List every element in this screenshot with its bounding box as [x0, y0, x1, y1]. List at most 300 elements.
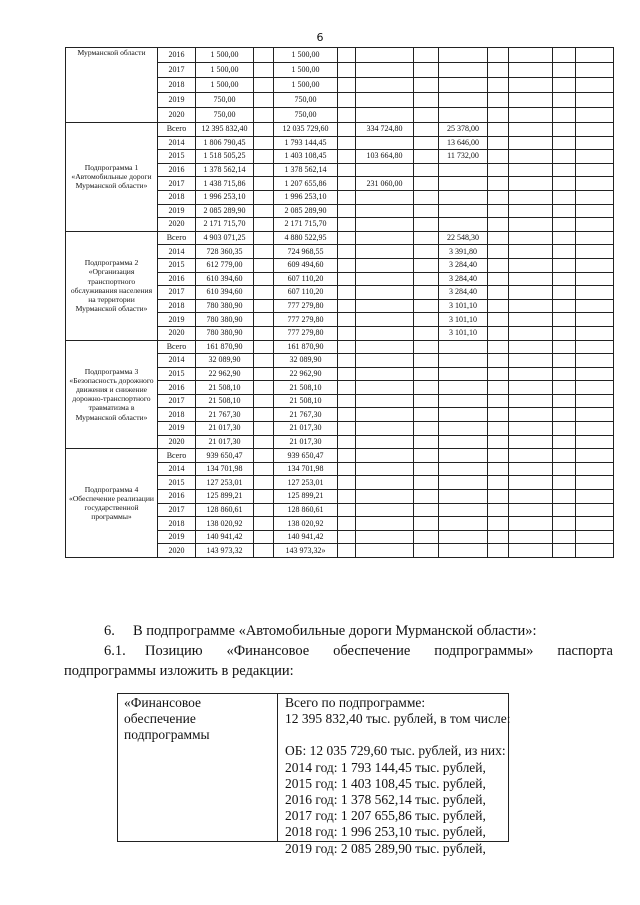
empty-cell — [488, 190, 509, 204]
federal-budget-cell — [356, 544, 414, 558]
empty-cell — [576, 449, 614, 463]
other-cell — [439, 340, 488, 354]
empty-cell — [553, 313, 576, 327]
total-cell: 1 518 505,25 — [196, 150, 254, 164]
regional-budget-cell: 22 962,90 — [274, 367, 338, 381]
other-cell — [439, 381, 488, 395]
empty-cell — [338, 231, 356, 245]
empty-cell — [338, 286, 356, 300]
empty-cell — [414, 78, 439, 93]
empty-cell — [254, 286, 274, 300]
word: паспорта — [557, 643, 613, 659]
empty-cell — [553, 340, 576, 354]
year-cell: Всего — [158, 123, 196, 137]
empty-cell — [488, 490, 509, 504]
empty-cell — [509, 408, 553, 422]
regional-budget-cell: 1 378 562,14 — [274, 163, 338, 177]
federal-budget-cell — [356, 408, 414, 422]
word: Позицию — [145, 643, 203, 659]
federal-budget-cell — [356, 462, 414, 476]
empty-cell — [338, 530, 356, 544]
empty-cell — [553, 48, 576, 63]
program-name: Мурманской области — [66, 48, 158, 123]
funding-line: 2015 год: 1 403 108,45 тыс. рублей, — [285, 775, 486, 791]
empty-cell — [488, 313, 509, 327]
empty-cell — [488, 394, 509, 408]
empty-cell — [576, 245, 614, 259]
funding-line: 2014 год: 1 793 144,45 тыс. рублей, — [285, 759, 486, 775]
empty-cell — [254, 190, 274, 204]
regional-budget-cell: 2 085 289,90 — [274, 204, 338, 218]
program-name: Подпрограмма 4 «Обеспечение реализации государственной программы» — [66, 449, 158, 558]
total-cell: 21 508,10 — [196, 381, 254, 395]
other-cell: 3 284,40 — [439, 272, 488, 286]
year-cell: 2017 — [158, 63, 196, 78]
empty-cell — [576, 177, 614, 191]
year-cell: 2016 — [158, 272, 196, 286]
regional-budget-cell: 724 968,55 — [274, 245, 338, 259]
empty-cell — [553, 258, 576, 272]
empty-cell — [488, 108, 509, 123]
program-name: Подпрограмма 3 «Безопасность дорожного движения и снижение дорожно-транспортного травматизма в Мурманской области» — [66, 340, 158, 449]
empty-cell — [576, 313, 614, 327]
empty-cell — [509, 394, 553, 408]
empty-cell — [488, 163, 509, 177]
empty-cell — [254, 326, 274, 340]
other-cell — [439, 476, 488, 490]
regional-budget-cell: 1 207 655,86 — [274, 177, 338, 191]
empty-cell — [488, 422, 509, 436]
empty-cell — [553, 503, 576, 517]
regional-budget-cell: 125 899,21 — [274, 490, 338, 504]
other-cell — [439, 394, 488, 408]
empty-cell — [254, 218, 274, 232]
empty-cell — [509, 422, 553, 436]
empty-cell — [254, 78, 274, 93]
empty-cell — [553, 462, 576, 476]
empty-cell — [414, 340, 439, 354]
other-cell: 3 284,40 — [439, 258, 488, 272]
position-label: «Финансовое обеспечение подпрограммы — [118, 694, 278, 841]
empty-cell — [509, 204, 553, 218]
year-cell: 2017 — [158, 177, 196, 191]
empty-cell — [553, 449, 576, 463]
empty-cell — [509, 272, 553, 286]
regional-budget-cell: 1 793 144,45 — [274, 136, 338, 150]
total-cell: 728 360,35 — [196, 245, 254, 259]
year-cell: Всего — [158, 449, 196, 463]
other-cell: 11 732,00 — [439, 150, 488, 164]
other-cell — [439, 48, 488, 63]
federal-budget-cell: 103 664,80 — [356, 150, 414, 164]
empty-cell — [553, 93, 576, 108]
item-6-1-continuation: подпрограммы изложить в редакции: — [64, 663, 294, 679]
empty-cell — [576, 93, 614, 108]
empty-cell — [254, 123, 274, 137]
total-cell: 128 860,61 — [196, 503, 254, 517]
empty-cell — [488, 517, 509, 531]
year-cell: 2017 — [158, 286, 196, 300]
empty-cell — [254, 435, 274, 449]
regional-budget-cell: 32 089,90 — [274, 354, 338, 368]
empty-cell — [509, 381, 553, 395]
empty-cell — [338, 394, 356, 408]
empty-cell — [553, 544, 576, 558]
empty-cell — [488, 78, 509, 93]
empty-cell — [414, 218, 439, 232]
empty-cell — [414, 544, 439, 558]
empty-cell — [414, 245, 439, 259]
empty-cell — [254, 48, 274, 63]
table-row — [66, 123, 614, 137]
empty-cell — [576, 490, 614, 504]
year-cell: 2017 — [158, 503, 196, 517]
empty-cell — [254, 476, 274, 490]
empty-cell — [509, 503, 553, 517]
total-cell: 750,00 — [196, 108, 254, 123]
empty-cell — [338, 123, 356, 137]
year-cell: 2016 — [158, 381, 196, 395]
empty-cell — [553, 78, 576, 93]
empty-cell — [338, 245, 356, 259]
total-cell: 610 394,60 — [196, 286, 254, 300]
funding-line: 2016 год: 1 378 562,14 тыс. рублей, — [285, 791, 486, 807]
empty-cell — [576, 218, 614, 232]
empty-cell — [254, 136, 274, 150]
empty-cell — [509, 150, 553, 164]
empty-cell — [509, 63, 553, 78]
empty-cell — [553, 286, 576, 300]
empty-cell — [509, 530, 553, 544]
table-row — [66, 340, 614, 354]
empty-cell — [576, 48, 614, 63]
empty-cell — [414, 354, 439, 368]
regional-budget-cell: 609 494,60 — [274, 258, 338, 272]
federal-budget-cell — [356, 231, 414, 245]
funding-table — [65, 47, 614, 558]
federal-budget-cell — [356, 286, 414, 300]
item-6-1-line — [145, 643, 613, 660]
empty-cell — [488, 408, 509, 422]
year-cell: 2019 — [158, 204, 196, 218]
empty-cell — [553, 476, 576, 490]
regional-budget-cell: 1 403 108,45 — [274, 150, 338, 164]
federal-budget-cell — [356, 530, 414, 544]
empty-cell — [338, 313, 356, 327]
other-cell: 22 548,30 — [439, 231, 488, 245]
empty-cell — [338, 48, 356, 63]
empty-cell — [509, 258, 553, 272]
page-number: 6 — [316, 31, 324, 44]
empty-cell — [509, 476, 553, 490]
empty-cell — [488, 204, 509, 218]
empty-cell — [254, 150, 274, 164]
year-cell: 2020 — [158, 218, 196, 232]
regional-budget-cell: 12 035 729,60 — [274, 123, 338, 137]
federal-budget-cell — [356, 394, 414, 408]
funding-line: Всего по подпрограмме: — [285, 695, 426, 710]
empty-cell — [553, 367, 576, 381]
empty-cell — [553, 108, 576, 123]
empty-cell — [488, 63, 509, 78]
empty-cell — [488, 544, 509, 558]
regional-budget-cell: 21 017,30 — [274, 435, 338, 449]
regional-budget-cell: 777 279,80 — [274, 326, 338, 340]
empty-cell — [488, 272, 509, 286]
regional-budget-cell: 1 996 253,10 — [274, 190, 338, 204]
funding-line: 2019 год: 2 085 289,90 тыс. рублей, — [285, 840, 486, 856]
empty-cell — [338, 93, 356, 108]
other-cell — [439, 517, 488, 531]
total-cell: 1 500,00 — [196, 48, 254, 63]
empty-cell — [338, 354, 356, 368]
empty-cell — [254, 63, 274, 78]
empty-cell — [414, 48, 439, 63]
empty-cell — [488, 354, 509, 368]
other-cell — [439, 108, 488, 123]
empty-cell — [338, 177, 356, 191]
federal-budget-cell — [356, 272, 414, 286]
total-cell: 1 500,00 — [196, 63, 254, 78]
regional-budget-cell: 128 860,61 — [274, 503, 338, 517]
total-cell: 2 085 289,90 — [196, 204, 254, 218]
regional-budget-cell: 143 973,32» — [274, 544, 338, 558]
federal-budget-cell — [356, 490, 414, 504]
other-cell — [439, 218, 488, 232]
empty-cell — [553, 490, 576, 504]
empty-cell — [414, 177, 439, 191]
empty-cell — [488, 218, 509, 232]
empty-cell — [509, 177, 553, 191]
empty-cell — [488, 476, 509, 490]
empty-cell — [576, 530, 614, 544]
empty-cell — [576, 78, 614, 93]
empty-cell — [338, 258, 356, 272]
empty-cell — [488, 258, 509, 272]
empty-cell — [254, 394, 274, 408]
year-cell: 2015 — [158, 367, 196, 381]
empty-cell — [414, 258, 439, 272]
empty-cell — [338, 449, 356, 463]
total-cell: 4 903 071,25 — [196, 231, 254, 245]
empty-cell — [254, 530, 274, 544]
other-cell — [439, 354, 488, 368]
empty-cell — [488, 503, 509, 517]
empty-cell — [576, 258, 614, 272]
empty-cell — [576, 272, 614, 286]
empty-cell — [254, 299, 274, 313]
empty-cell — [414, 326, 439, 340]
empty-cell — [338, 422, 356, 436]
empty-cell — [414, 449, 439, 463]
empty-cell — [414, 93, 439, 108]
word: подпрограммы» — [434, 643, 534, 659]
other-cell — [439, 435, 488, 449]
empty-cell — [414, 163, 439, 177]
empty-cell — [488, 435, 509, 449]
empty-cell — [576, 123, 614, 137]
total-cell: 780 380,90 — [196, 326, 254, 340]
item-6-1-number: 6.1. — [104, 643, 126, 659]
total-cell: 127 253,01 — [196, 476, 254, 490]
empty-cell — [576, 150, 614, 164]
empty-cell — [576, 462, 614, 476]
regional-budget-cell: 1 500,00 — [274, 78, 338, 93]
year-cell: 2018 — [158, 408, 196, 422]
year-cell: 2015 — [158, 476, 196, 490]
empty-cell — [254, 503, 274, 517]
empty-cell — [488, 93, 509, 108]
empty-cell — [488, 326, 509, 340]
empty-cell — [488, 462, 509, 476]
empty-cell — [338, 462, 356, 476]
empty-cell — [488, 48, 509, 63]
year-cell: 2016 — [158, 163, 196, 177]
empty-cell — [553, 123, 576, 137]
empty-cell — [509, 544, 553, 558]
other-cell — [439, 408, 488, 422]
regional-budget-cell: 161 870,90 — [274, 340, 338, 354]
empty-cell — [576, 190, 614, 204]
empty-cell — [488, 381, 509, 395]
regional-budget-cell: 140 941,42 — [274, 530, 338, 544]
empty-cell — [254, 544, 274, 558]
regional-budget-cell: 21 767,30 — [274, 408, 338, 422]
year-cell: 2018 — [158, 517, 196, 531]
empty-cell — [338, 435, 356, 449]
empty-cell — [338, 381, 356, 395]
empty-cell — [414, 299, 439, 313]
federal-budget-cell — [356, 63, 414, 78]
empty-cell — [576, 231, 614, 245]
total-cell: 2 171 715,70 — [196, 218, 254, 232]
other-cell — [439, 544, 488, 558]
empty-cell — [488, 286, 509, 300]
total-cell: 32 089,90 — [196, 354, 254, 368]
regional-budget-cell: 21 508,10 — [274, 394, 338, 408]
federal-budget-cell: 334 724,80 — [356, 123, 414, 137]
empty-cell — [254, 93, 274, 108]
federal-budget-cell — [356, 136, 414, 150]
empty-cell — [254, 258, 274, 272]
regional-budget-cell: 939 650,47 — [274, 449, 338, 463]
empty-cell — [338, 490, 356, 504]
empty-cell — [553, 204, 576, 218]
empty-cell — [553, 326, 576, 340]
empty-cell — [509, 354, 553, 368]
other-cell — [439, 449, 488, 463]
regional-budget-cell: 134 701,98 — [274, 462, 338, 476]
empty-cell — [254, 340, 274, 354]
federal-budget-cell — [356, 476, 414, 490]
empty-cell — [338, 272, 356, 286]
empty-cell — [553, 422, 576, 436]
empty-cell — [414, 517, 439, 531]
federal-budget-cell — [356, 108, 414, 123]
year-cell: Всего — [158, 340, 196, 354]
federal-budget-cell — [356, 218, 414, 232]
other-cell — [439, 422, 488, 436]
empty-cell — [414, 381, 439, 395]
empty-cell — [509, 340, 553, 354]
year-cell: 2020 — [158, 544, 196, 558]
empty-cell — [254, 272, 274, 286]
empty-cell — [414, 503, 439, 517]
empty-cell — [576, 204, 614, 218]
other-cell — [439, 177, 488, 191]
passport-position-box — [117, 693, 511, 856]
table-row — [66, 48, 614, 63]
empty-cell — [488, 245, 509, 259]
total-cell: 1 378 562,14 — [196, 163, 254, 177]
empty-cell — [553, 177, 576, 191]
empty-cell — [488, 177, 509, 191]
empty-cell — [414, 313, 439, 327]
year-cell: 2018 — [158, 299, 196, 313]
empty-cell — [338, 326, 356, 340]
year-cell: 2014 — [158, 354, 196, 368]
empty-cell — [553, 299, 576, 313]
federal-budget-cell — [356, 93, 414, 108]
other-cell: 3 284,40 — [439, 286, 488, 300]
year-cell: 2016 — [158, 48, 196, 63]
other-cell: 3 101,10 — [439, 326, 488, 340]
federal-budget-cell — [356, 503, 414, 517]
federal-budget-cell: 231 060,00 — [356, 177, 414, 191]
other-cell — [439, 490, 488, 504]
total-cell: 612 779,00 — [196, 258, 254, 272]
empty-cell — [576, 422, 614, 436]
regional-budget-cell: 1 500,00 — [274, 63, 338, 78]
funding-line: 12 395 832,40 тыс. рублей, в том числе: — [285, 711, 511, 727]
federal-budget-cell — [356, 245, 414, 259]
other-cell — [439, 190, 488, 204]
empty-cell — [553, 435, 576, 449]
empty-cell — [414, 150, 439, 164]
empty-cell — [576, 394, 614, 408]
regional-budget-cell: 21 508,10 — [274, 381, 338, 395]
total-cell: 125 899,21 — [196, 490, 254, 504]
empty-cell — [338, 136, 356, 150]
federal-budget-cell — [356, 422, 414, 436]
empty-cell — [338, 544, 356, 558]
year-cell: 2020 — [158, 435, 196, 449]
regional-budget-cell: 777 279,80 — [274, 313, 338, 327]
year-cell: 2014 — [158, 136, 196, 150]
empty-cell — [488, 136, 509, 150]
empty-cell — [576, 136, 614, 150]
empty-cell — [254, 354, 274, 368]
empty-cell — [414, 462, 439, 476]
empty-cell — [488, 530, 509, 544]
regional-budget-cell: 21 017,30 — [274, 422, 338, 436]
empty-cell — [414, 190, 439, 204]
year-cell: 2018 — [158, 190, 196, 204]
empty-cell — [509, 367, 553, 381]
other-cell: 25 378,00 — [439, 123, 488, 137]
empty-cell — [338, 517, 356, 531]
empty-cell — [576, 367, 614, 381]
empty-cell — [338, 476, 356, 490]
regional-budget-cell: 4 880 522,95 — [274, 231, 338, 245]
other-cell: 3 391,80 — [439, 245, 488, 259]
total-cell: 21 017,30 — [196, 422, 254, 436]
funding-line: 2017 год: 1 207 655,86 тыс. рублей, — [285, 808, 486, 824]
empty-cell — [338, 408, 356, 422]
regional-budget-cell: 777 279,80 — [274, 299, 338, 313]
federal-budget-cell — [356, 367, 414, 381]
regional-budget-cell: 1 500,00 — [274, 48, 338, 63]
